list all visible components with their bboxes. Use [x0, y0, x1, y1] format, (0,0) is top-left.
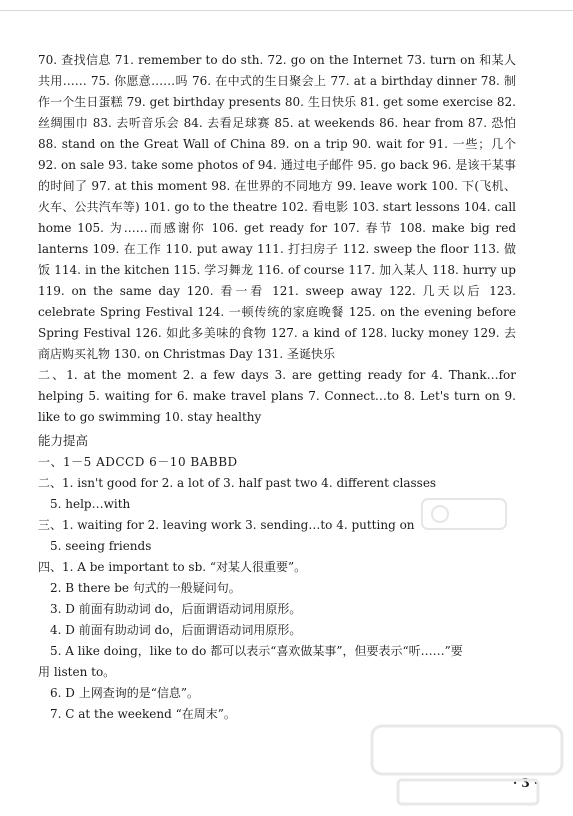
page-content [38, 50, 516, 725]
ability-section-4-item-2: 2. B there be 句式的一般疑问句。 [50, 581, 241, 595]
section-heading: 能力提高 [38, 433, 89, 448]
ability-section-4-item-5-line-1: 5. A like doing，like to do 都可以表示“喜欢做某事”，但要表示“听……”要 [50, 644, 463, 658]
ability-section-1: 一、1－5 ADCCD 6－10 BABBD [38, 455, 238, 469]
watermark-site-icon [368, 720, 568, 810]
ability-section-4-item-5-line-2: 用 listen to。 [38, 665, 116, 679]
ability-section-4-item-3: 3. D 前面有助动词 do，后面谓语动词用原形。 [50, 602, 302, 616]
ability-section-4-item-1: 四、1. A be important to sb. “对某人很重要”。 [38, 560, 307, 574]
ability-section-4-item-7: 7. C at the weekend “在周末”。 [50, 707, 236, 721]
ability-section-3-line-2: 5. seeing friends [50, 539, 152, 553]
vocab-answers: 70. 查找信息 71. remember to do sth. 72. go on the Internet 73. turn on 和某人共用…… 75. 你愿意……吗 76. 在中式的生日聚会上 77. at a birthday dinner 78. 制作一个生日蛋糕 79. get birthday presents 80. 生日快乐 81. get some exercise 82. 丝绸围巾 83. 去听音乐会 84. 去看足球赛 85. at weekends 86. hear from 87. 恐怕 88. stand on the Great Wall of China 89. on a trip 90. wait for 91. 一些；几个 92. on sale 93. take some photos of 94. 通过电子邮件 95. go back 96. 是该干某事的时间了 97. at this moment 98. 在世界的不同地方 99. leave work 100. 下(飞机、火车、公共汽车等) 101. go to the theatre 102. 看电影 103. start lessons 104. call home 105. 为……而感谢你 106. get ready for 107. 春节 108. make big red lanterns 109. 在工作 110. put away 111. 打扫房子 112. sweep the floor 113. 做饭 114. in the kitchen 115. 学习舞龙 116. of course 117. 加入某人 118. hurry up 119. on the same day 120. 看一看 121. sweep away 122. 几天以后 123. celebrate Spring Festival 124. 一顿传统的家庭晚餐 125. on the evening before Spring Festival 126. 如此多美味的食物 127. a kind of 128. lucky money 129. 去商店购买礼物 130. on Christmas Day 131. 圣诞快乐 [38, 53, 516, 361]
ability-section-2-line-1: 二、1. isn't good for 2. a lot of 3. half past two 4. different classes [38, 476, 437, 490]
section-2-answers: 二、1. at the moment 2. a few days 3. are getting ready for 4. Thank…for helping 5. waiting for 6. make travel plans 7. Connect…to 8. Let's turn on 9. like to go swimming 10. stay healthy [38, 368, 516, 424]
ability-section-4-item-4: 4. D 前面有助动词 do，后面谓语动词用原形。 [50, 623, 302, 637]
top-rule [0, 10, 573, 11]
ability-section-3-line-1: 三、1. waiting for 2. leaving work 3. sending…to 4. putting on [38, 518, 415, 532]
ability-section-4-item-6: 6. D 上网查询的是“信息”。 [50, 686, 199, 700]
page-number: · 3 · [513, 776, 539, 790]
ability-section-2-line-2: 5. help…with [50, 497, 131, 511]
